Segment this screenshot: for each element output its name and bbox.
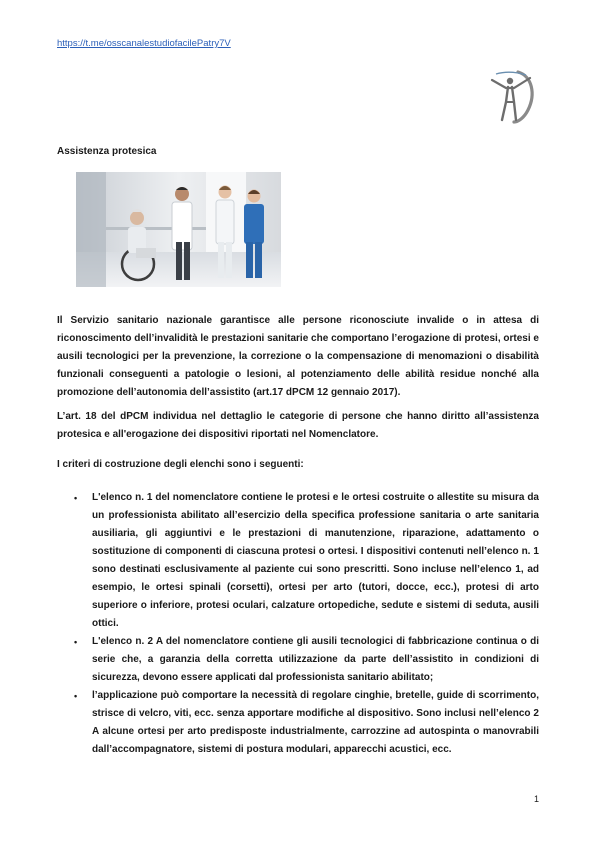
article-18-paragraph: L’art. 18 del dPCM individua nel dettaglio le categorie di persone che hanno diritto all’assistenza protesica e all'erogazione dei dispositivi riportati nel Nomenclatore.: [57, 411, 539, 440]
list-item: [57, 489, 539, 633]
list-item: [57, 687, 539, 759]
page-number: 1: [534, 794, 540, 804]
list-item-text: l’applicazione può comportare la necessità di regolare cinghie, bretelle, guide di scorrimento, strisce di velcro, viti, ecc. senza apportare modifiche al dispositivo. Sono inclusi nell’elenco 2 A alcune ortesi per arto predisposte industrialmente, carrozzine ad autospinta o manovrabili dall’accompagnatore, sistemi di postura modulari, apparecchi acustici, ecc.: [92, 690, 539, 755]
bullet-icon: •: [74, 691, 78, 701]
vitruvian-figure-logo-icon: [488, 68, 536, 124]
header-link[interactable]: https://t.me/osscanalestudiofacilePatry7V: [57, 38, 231, 49]
page-title: Assistenza protesica: [57, 146, 157, 157]
criteria-heading-paragraph: I criteri di costruzione degli elenchi sono i seguenti:: [57, 459, 304, 470]
criteria-list: [57, 489, 539, 759]
list-item: [57, 633, 539, 687]
hospital-corridor-photo: [76, 172, 281, 287]
list-item-text: L'elenco n. 1 del nomenclatore contiene le protesi e le ortesi costruite o allestite su misura da un professionista abilitato all’esercizio della specifica professione sanitaria o arte sanitaria ausiliaria, gli aggiuntivi e le prestazioni di manutenzione, riparazione, adattamento o sostituzione di componenti di ciascuna protesi o ortesi. I dispositivi contenuti nell’elenco n. 1 sono destinati esclusivamente al paziente cui sono prescritti. Sono incluse nell’elenco 1, ad esempio, le ortesi spinali (corsetti), ortesi per arto (tutori, docce, ecc.), protesi di arto superiore o inferiore, protesi oculari, calzature ortopediche, sedute e sistemi di seduta, ausili ottici.: [92, 492, 539, 629]
intro-paragraph: Il Servizio sanitario nazionale garantisce alle persone riconosciute invalide o in attesa di riconoscimento dell’invalidità le prestazioni sanitarie che comportano l’erogazione di protesi, ortesi e ausili tecnologici per la prevenzione, la correzione o la compensazione di menomazioni o disabilità funzionali conseguenti a patologie o lesioni, al potenziamento delle abilità residue nonché alla promozione dell’autonomia dell’assistito (art.17 dPCM 12 gennaio 2017).: [57, 315, 539, 398]
bullet-icon: •: [74, 637, 78, 647]
list-item-text: L'elenco n. 2 A del nomenclatore contiene gli ausili tecnologici di fabbricazione continua o di serie che, a garanzia della corretta utilizzazione da parte dell’assistito in condizioni di sicurezza, devono essere applicati dal professionista sanitario abilitato;: [92, 636, 539, 683]
bullet-icon: •: [74, 493, 78, 503]
